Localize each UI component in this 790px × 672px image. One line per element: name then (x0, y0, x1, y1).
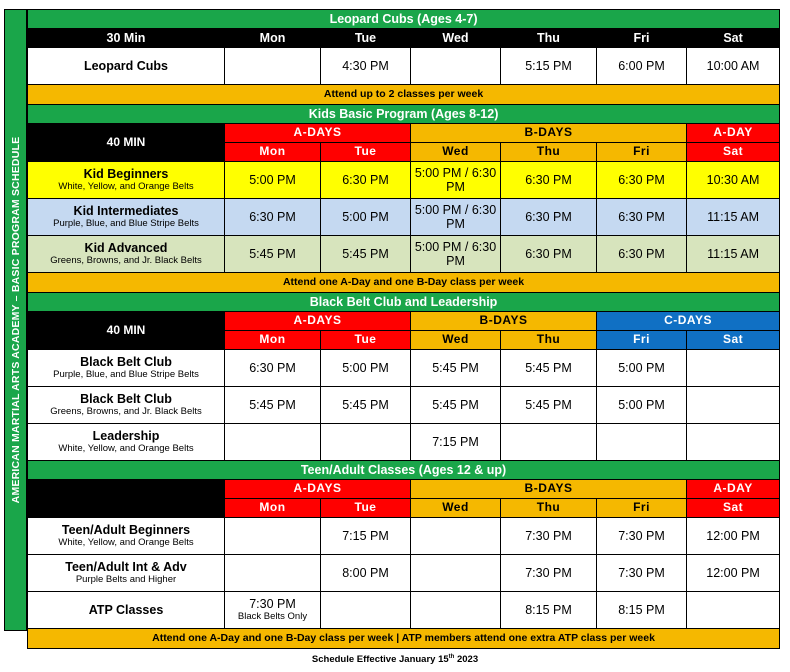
time-cell: 5:45 PM (411, 387, 501, 424)
time-cell (225, 518, 321, 555)
table-row (28, 48, 780, 85)
class-name-cell: Black Belt Club Greens, Browns, and Jr. Black Belts (28, 387, 225, 424)
time-cell: 5:00 PM (321, 199, 411, 236)
group-a-day: A-DAY (687, 480, 780, 499)
time-cell: 8:15 PM (501, 592, 597, 629)
time-cell (411, 518, 501, 555)
header-day: Tue (321, 29, 411, 48)
time-cell: 6:30 PM (501, 199, 597, 236)
time-cell (225, 555, 321, 592)
time-cell: 6:30 PM (597, 162, 687, 199)
time-cell: 7:15 PM (411, 424, 501, 461)
time-cell: 10:00 AM (687, 48, 780, 85)
group-b-days: B-DAYS (411, 312, 597, 331)
header-day: Fri (597, 143, 687, 162)
time-cell (597, 424, 687, 461)
time-cell (501, 424, 597, 461)
header-duration: 30 Min (28, 29, 225, 48)
time-cell: 6:30 PM (501, 162, 597, 199)
class-name-cell: Teen/Adult Int & Adv Purple Belts and Higher (28, 555, 225, 592)
group-a-day: A-DAY (687, 124, 780, 143)
header-day: Mon (225, 29, 321, 48)
table-row (28, 236, 780, 273)
class-name-cell: Kid Beginners White, Yellow, and Orange Belts (28, 162, 225, 199)
time-cell: 8:00 PM (321, 555, 411, 592)
time-cell: 7:15 PM (321, 518, 411, 555)
header-day: Mon (225, 499, 321, 518)
time-cell: 5:45 PM (501, 350, 597, 387)
header-day: Wed (411, 499, 501, 518)
section-title-bbc: Black Belt Club and Leadership (28, 293, 780, 312)
sidebar-title: AMERICAN MARTIAL ARTS ACADEMY – BASIC PROGRAM SCHEDULE (9, 136, 22, 504)
sidebar-banner (4, 9, 27, 631)
time-cell (687, 592, 780, 629)
time-cell: 11:15 AM (687, 236, 780, 273)
header-day: Mon (225, 143, 321, 162)
time-cell: 8:15 PM (597, 592, 687, 629)
header-day: Sat (687, 499, 780, 518)
class-name-cell: Kid Advanced Greens, Browns, and Jr. Black Belts (28, 236, 225, 273)
time-cell (411, 555, 501, 592)
schedule-effective-date: Schedule Effective January 15th 2023 (311, 654, 479, 666)
header-day: Fri (597, 499, 687, 518)
time-cell: 7:30 PM (597, 555, 687, 592)
group-a-days: A-DAYS (225, 480, 411, 499)
time-cell (687, 350, 780, 387)
time-cell: 5:45 PM (501, 387, 597, 424)
section-title-kids: Kids Basic Program (Ages 8-12) (28, 105, 780, 124)
header-day: Sat (687, 29, 780, 48)
header-duration: 40 MIN (28, 124, 225, 162)
table-row (28, 350, 780, 387)
time-cell: 7:30 PM Black Belts Only (225, 592, 321, 629)
class-name-cell: Black Belt Club Purple, Blue, and Blue Stripe Belts (28, 350, 225, 387)
time-cell: 5:00 PM / 6:30 PM (411, 199, 501, 236)
header-day: Mon (225, 331, 321, 350)
class-name-cell: Leopard Cubs (28, 48, 225, 85)
table-row (28, 387, 780, 424)
time-cell: 5:45 PM (411, 350, 501, 387)
time-cell: 6:30 PM (225, 350, 321, 387)
group-b-days: B-DAYS (411, 480, 687, 499)
time-cell: 11:15 AM (687, 199, 780, 236)
time-cell: 5:45 PM (321, 236, 411, 273)
header-day: Wed (411, 331, 501, 350)
time-cell: 5:15 PM (501, 48, 597, 85)
time-cell: 6:30 PM (597, 199, 687, 236)
time-cell: 5:00 PM / 6:30 PM (411, 162, 501, 199)
header-day: Wed (411, 143, 501, 162)
time-cell: 12:00 PM (687, 555, 780, 592)
time-cell: 6:30 PM (225, 199, 321, 236)
table-row (28, 162, 780, 199)
time-cell (321, 592, 411, 629)
group-c-days: C-DAYS (597, 312, 780, 331)
time-cell: 5:45 PM (225, 236, 321, 273)
time-cell: 6:00 PM (597, 48, 687, 85)
header-day: Fri (597, 331, 687, 350)
time-cell (687, 387, 780, 424)
header-duration: 40 MIN (28, 312, 225, 350)
note-leopard: Attend up to 2 classes per week (28, 85, 780, 105)
time-cell: 6:30 PM (321, 162, 411, 199)
time-cell: 6:30 PM (597, 236, 687, 273)
time-cell (411, 48, 501, 85)
header-day: Tue (321, 331, 411, 350)
table-row (28, 592, 780, 629)
class-name-cell: Teen/Adult Beginners White, Yellow, and Orange Belts (28, 518, 225, 555)
note-kids: Attend one A-Day and one B-Day class per week (28, 273, 780, 293)
group-a-days: A-DAYS (225, 312, 411, 331)
header-day: Sat (687, 331, 780, 350)
time-cell: 5:45 PM (321, 387, 411, 424)
header-day: Fri (597, 29, 687, 48)
time-cell: 5:00 PM (597, 350, 687, 387)
group-b-days: B-DAYS (411, 124, 687, 143)
time-cell: 6:30 PM (501, 236, 597, 273)
time-cell (411, 592, 501, 629)
schedule-table (27, 9, 780, 649)
table-row (28, 199, 780, 236)
table-row (28, 518, 780, 555)
time-cell: 5:00 PM (321, 350, 411, 387)
time-cell (225, 48, 321, 85)
time-cell: 4:30 PM (321, 48, 411, 85)
group-a-days: A-DAYS (225, 124, 411, 143)
time-cell: 7:30 PM (501, 555, 597, 592)
header-day: Tue (321, 143, 411, 162)
time-cell (225, 424, 321, 461)
section-title-teen: Teen/Adult Classes (Ages 12 & up) (28, 461, 780, 480)
header-day: Thu (501, 143, 597, 162)
time-cell: 10:30 AM (687, 162, 780, 199)
header-day: Thu (501, 499, 597, 518)
header-day: Wed (411, 29, 501, 48)
time-cell: 5:00 PM (225, 162, 321, 199)
time-cell: 5:45 PM (225, 387, 321, 424)
table-row (28, 424, 780, 461)
section-title-leopard: Leopard Cubs (Ages 4-7) (28, 10, 780, 29)
time-cell: 7:30 PM (597, 518, 687, 555)
header-blank (28, 480, 225, 518)
time-cell: 5:00 PM (597, 387, 687, 424)
class-name-cell: Kid Intermediates Purple, Blue, and Blue Stripe Belts (28, 199, 225, 236)
header-day: Sat (687, 143, 780, 162)
time-cell: 12:00 PM (687, 518, 780, 555)
header-day: Thu (501, 331, 597, 350)
header-day: Tue (321, 499, 411, 518)
time-cell (687, 424, 780, 461)
header-day: Thu (501, 29, 597, 48)
time-cell: 5:00 PM / 6:30 PM (411, 236, 501, 273)
class-name-cell: ATP Classes (28, 592, 225, 629)
time-cell (321, 424, 411, 461)
class-name-cell: Leadership White, Yellow, and Orange Belts (28, 424, 225, 461)
note-teen: Attend one A-Day and one B-Day class per week | ATP members attend one extra ATP class per week (28, 629, 780, 649)
table-row (28, 555, 780, 592)
time-cell: 7:30 PM (501, 518, 597, 555)
